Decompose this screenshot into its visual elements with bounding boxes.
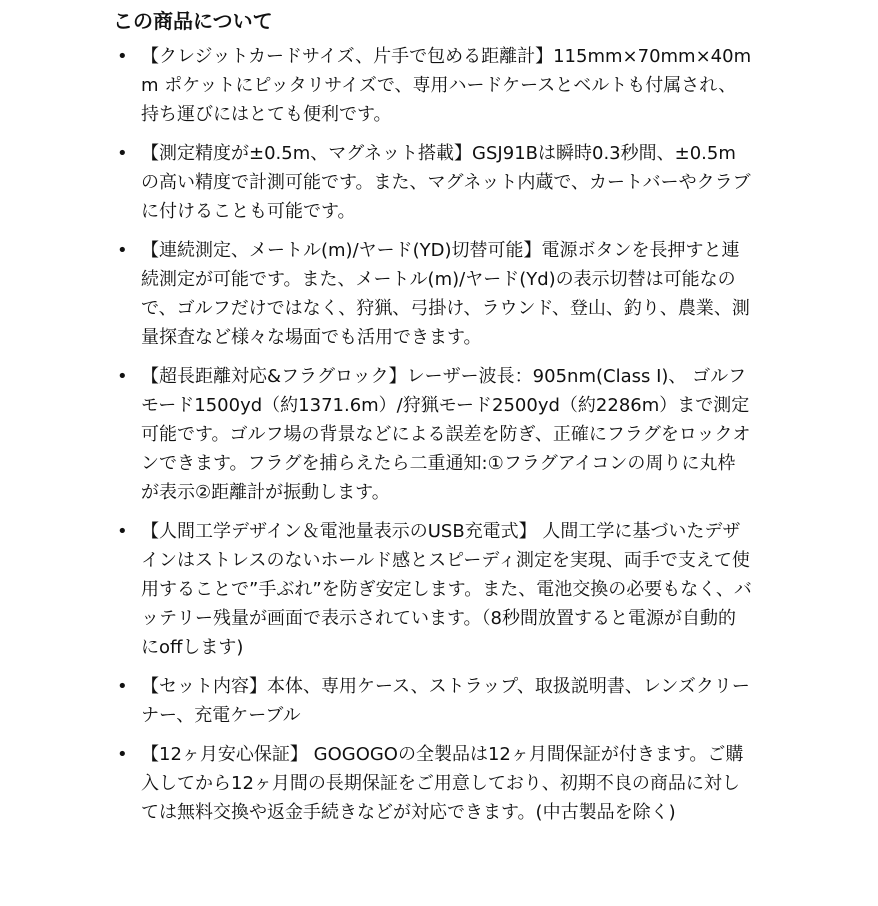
bullet-icon: • [117, 521, 128, 542]
bullet-icon: • [117, 143, 128, 164]
feature-item [113, 517, 753, 662]
feature-text: 【人間工学デザイン＆電池量表示のUSB充電式】 人間工学に基づいたデザインはストレスのないホールド感とスピーディ測定を実現、両手で支えて使用することで”手ぶれ”を防ぎ安定します。また、電池交換の必要もなく、バッテリー残量が画面で表示されています。（8秒間放置すると電源が自動的にoffします) [141, 521, 752, 658]
bullet-icon: • [117, 366, 128, 387]
feature-text: 【測定精度が±0.5m、マグネット搭載】GSJ91Bは瞬時0.3秒間、±0.5mの高い精度で計測可能です。また、マグネット内蔵で、カートバーやクラブに付けることも可能です。 [141, 143, 751, 222]
feature-list [113, 42, 753, 827]
feature-text: 【超長距離対応&フラグロック】レーザー波長：905nm(Class Ⅰ)、 ゴルフモード1500yd（約1371.6m）/狩猟モード2500yd（約2286m）まで測定可能です。ゴルフ場の背景などによる誤差を防ぎ、正確にフラグをロックオンできます。フラグを捕らえたら二重通知:①フラグアイコンの周りに丸枠が表示②距離計が振動します。 [141, 366, 751, 503]
bullet-icon: • [117, 676, 128, 697]
feature-text: 【12ヶ月安心保証】 GOGOGOの全製品は12ヶ月間保証が付きます。ご購入してから12ヶ月間の長期保証をご用意しており、初期不良の商品に対しては無料交換や返金手続きなどが対応できます。(中古製品を除く) [141, 744, 744, 823]
feature-text: 【連続測定、メートル(m)/ヤード(YD)切替可能】電源ボタンを長押すと連続測定が可能です。また、メートル(m)/ヤード(Yd)の表示切替は可能なので、ゴルフだけではなく、狩猟、弓掛け、ラウンド、登山、釣り、農業、測量探査など様々な場面でも活用できます。 [141, 240, 750, 348]
feature-item [113, 740, 753, 827]
bullet-icon: • [117, 240, 128, 261]
bullet-icon: • [117, 46, 128, 67]
feature-text: 【セット内容】本体、専用ケース、ストラップ、取扱説明書、レンズクリーナー、充電ケーブル [141, 676, 750, 726]
feature-item [113, 236, 753, 352]
bullet-icon: • [117, 744, 128, 765]
feature-item [113, 362, 753, 507]
feature-item [113, 672, 753, 730]
feature-text: 【クレジットカードサイズ、片手で包める距離計】115mm×70mm×40mm ポケットにピッタリサイズで、専用ハードケースとベルトも付属され、持ち運びにはとても便利です。 [141, 46, 752, 125]
feature-item [113, 139, 753, 226]
feature-item [113, 42, 753, 129]
section-title: この商品について [113, 9, 273, 33]
